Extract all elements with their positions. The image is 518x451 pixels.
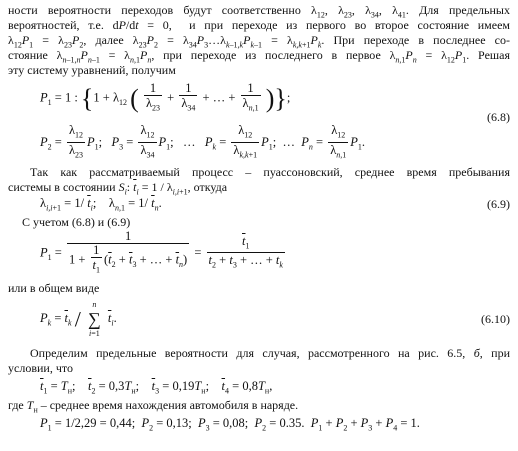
results-line: $P_1 = 1/2,29 = 0,44$; $P_2 = 0,13$; $P_3 = 0,08$; $P_2 = 0.35$. $P_1 + P_2 + P_3 + P_4 = 1$. bbox=[40, 416, 420, 433]
text-line-10: Определим предельные вероятности для случая, рассмотренного на рис. 6.5, б, при bbox=[30, 346, 510, 360]
equation-pk-general: $P_k = \overline{t}_k$ / n ∑ i=1 $\overline{t}_i$. bbox=[40, 300, 117, 338]
equation-pk: $P_2$ = $\frac{\lambda_{12}}{\lambda_{23}}$ $P_1$; $P_3$ = $\frac{\lambda_{12}}{\lambda_{34}}$ $P_1$; … $P_k$ = $\frac{\lambda_{12}}{\lambda_{k,k+1}}$ $P_1$; … $P_n$ = $\frac{\lambda_{12}}{\lambda_{n,1}}$ $P_1$. bbox=[40, 124, 365, 162]
text-line-4: стояние $\lambda_{n-1,n}P_{n-1} = \lambda_{n,1}P_n$, при переходе из последнего в первое $\lambda_{n,1}P_n = \lambda_{12}P_1$. Решая bbox=[8, 48, 510, 65]
text-line-1: ности вероятности переходов будут соответственно $\lambda_{12}$, $\lambda_{23}$, $\lambda_{34}$, $\lambda_{41}$. Для предельных bbox=[8, 3, 510, 20]
text-line-12: где $T_н$ – среднее время нахождения автомобиля в наряде. bbox=[8, 398, 299, 415]
equation-number-6-8: (6.8) bbox=[487, 110, 510, 124]
equation-p1: $P_1 = 1$ : {$1 + \lambda_{12}$ ( $\frac{1}{\lambda_{23}}$ + $\frac{1}{\lambda_{34}}$ + … + $\frac{1}{\lambda_{n,1}}$ )}; bbox=[40, 82, 290, 116]
equation-p1-tbar: $P_1$ = 1 1 + $\frac{1}{\overline{t}_1}$ ($\overline{t}_2 + \overline{t}_3$ + … + $\overline{t}_n$) = $\frac{\overline{t}_1}{\overline{t}_2 + \overline{t}_3 + \dots + \overline{t}_k}$ bbox=[40, 230, 287, 278]
equation-t-values: $\overline{t}_1 = T_н$; $\overline{t}_2 = 0,3T_н$; $\overline{t}_3 = 0,19T_н$; $\overline{t}_4 = 0,8T_н$, bbox=[40, 379, 273, 396]
text-line-8: С учетом (6.8) и (6.9) bbox=[22, 215, 131, 229]
text-line-11: условии, что bbox=[8, 361, 73, 375]
text-line-2: вероятностей, т.е. dP/dt = 0, и при переходе из первого во второе состояние имеем bbox=[8, 18, 510, 32]
text-line-3: $\lambda_{12}P_1 = \lambda_{23}P_2$, далее $\lambda_{23}P_2$ = $\lambda_{34}P_3\dots\lambda_{k-1,k}P_{k-1} = \lambda_{k,k+1}P_k$. При переходе в последнее со- bbox=[8, 33, 510, 50]
equation-number-6-10: (6.10) bbox=[481, 312, 510, 326]
text-line-6: Так как рассматриваемый процесс – пуассоновский, среднее время пребывания bbox=[30, 165, 510, 179]
text-line-5: эту систему уравнений, получим bbox=[8, 63, 176, 77]
text-line-9: или в общем виде bbox=[8, 281, 100, 295]
equation-number-6-9: (6.9) bbox=[487, 197, 510, 211]
text-line-7: системы в состоянии $S_i$: $\overline{t}_i = 1 / \lambda_{i,i+1}$, откуда bbox=[8, 180, 228, 197]
equation-lambda: $\lambda_{i,i+1} = 1/$ $\overline{t}_i$; $\lambda_{n,1} = 1/$ $\overline{t}_n$. bbox=[40, 196, 162, 213]
